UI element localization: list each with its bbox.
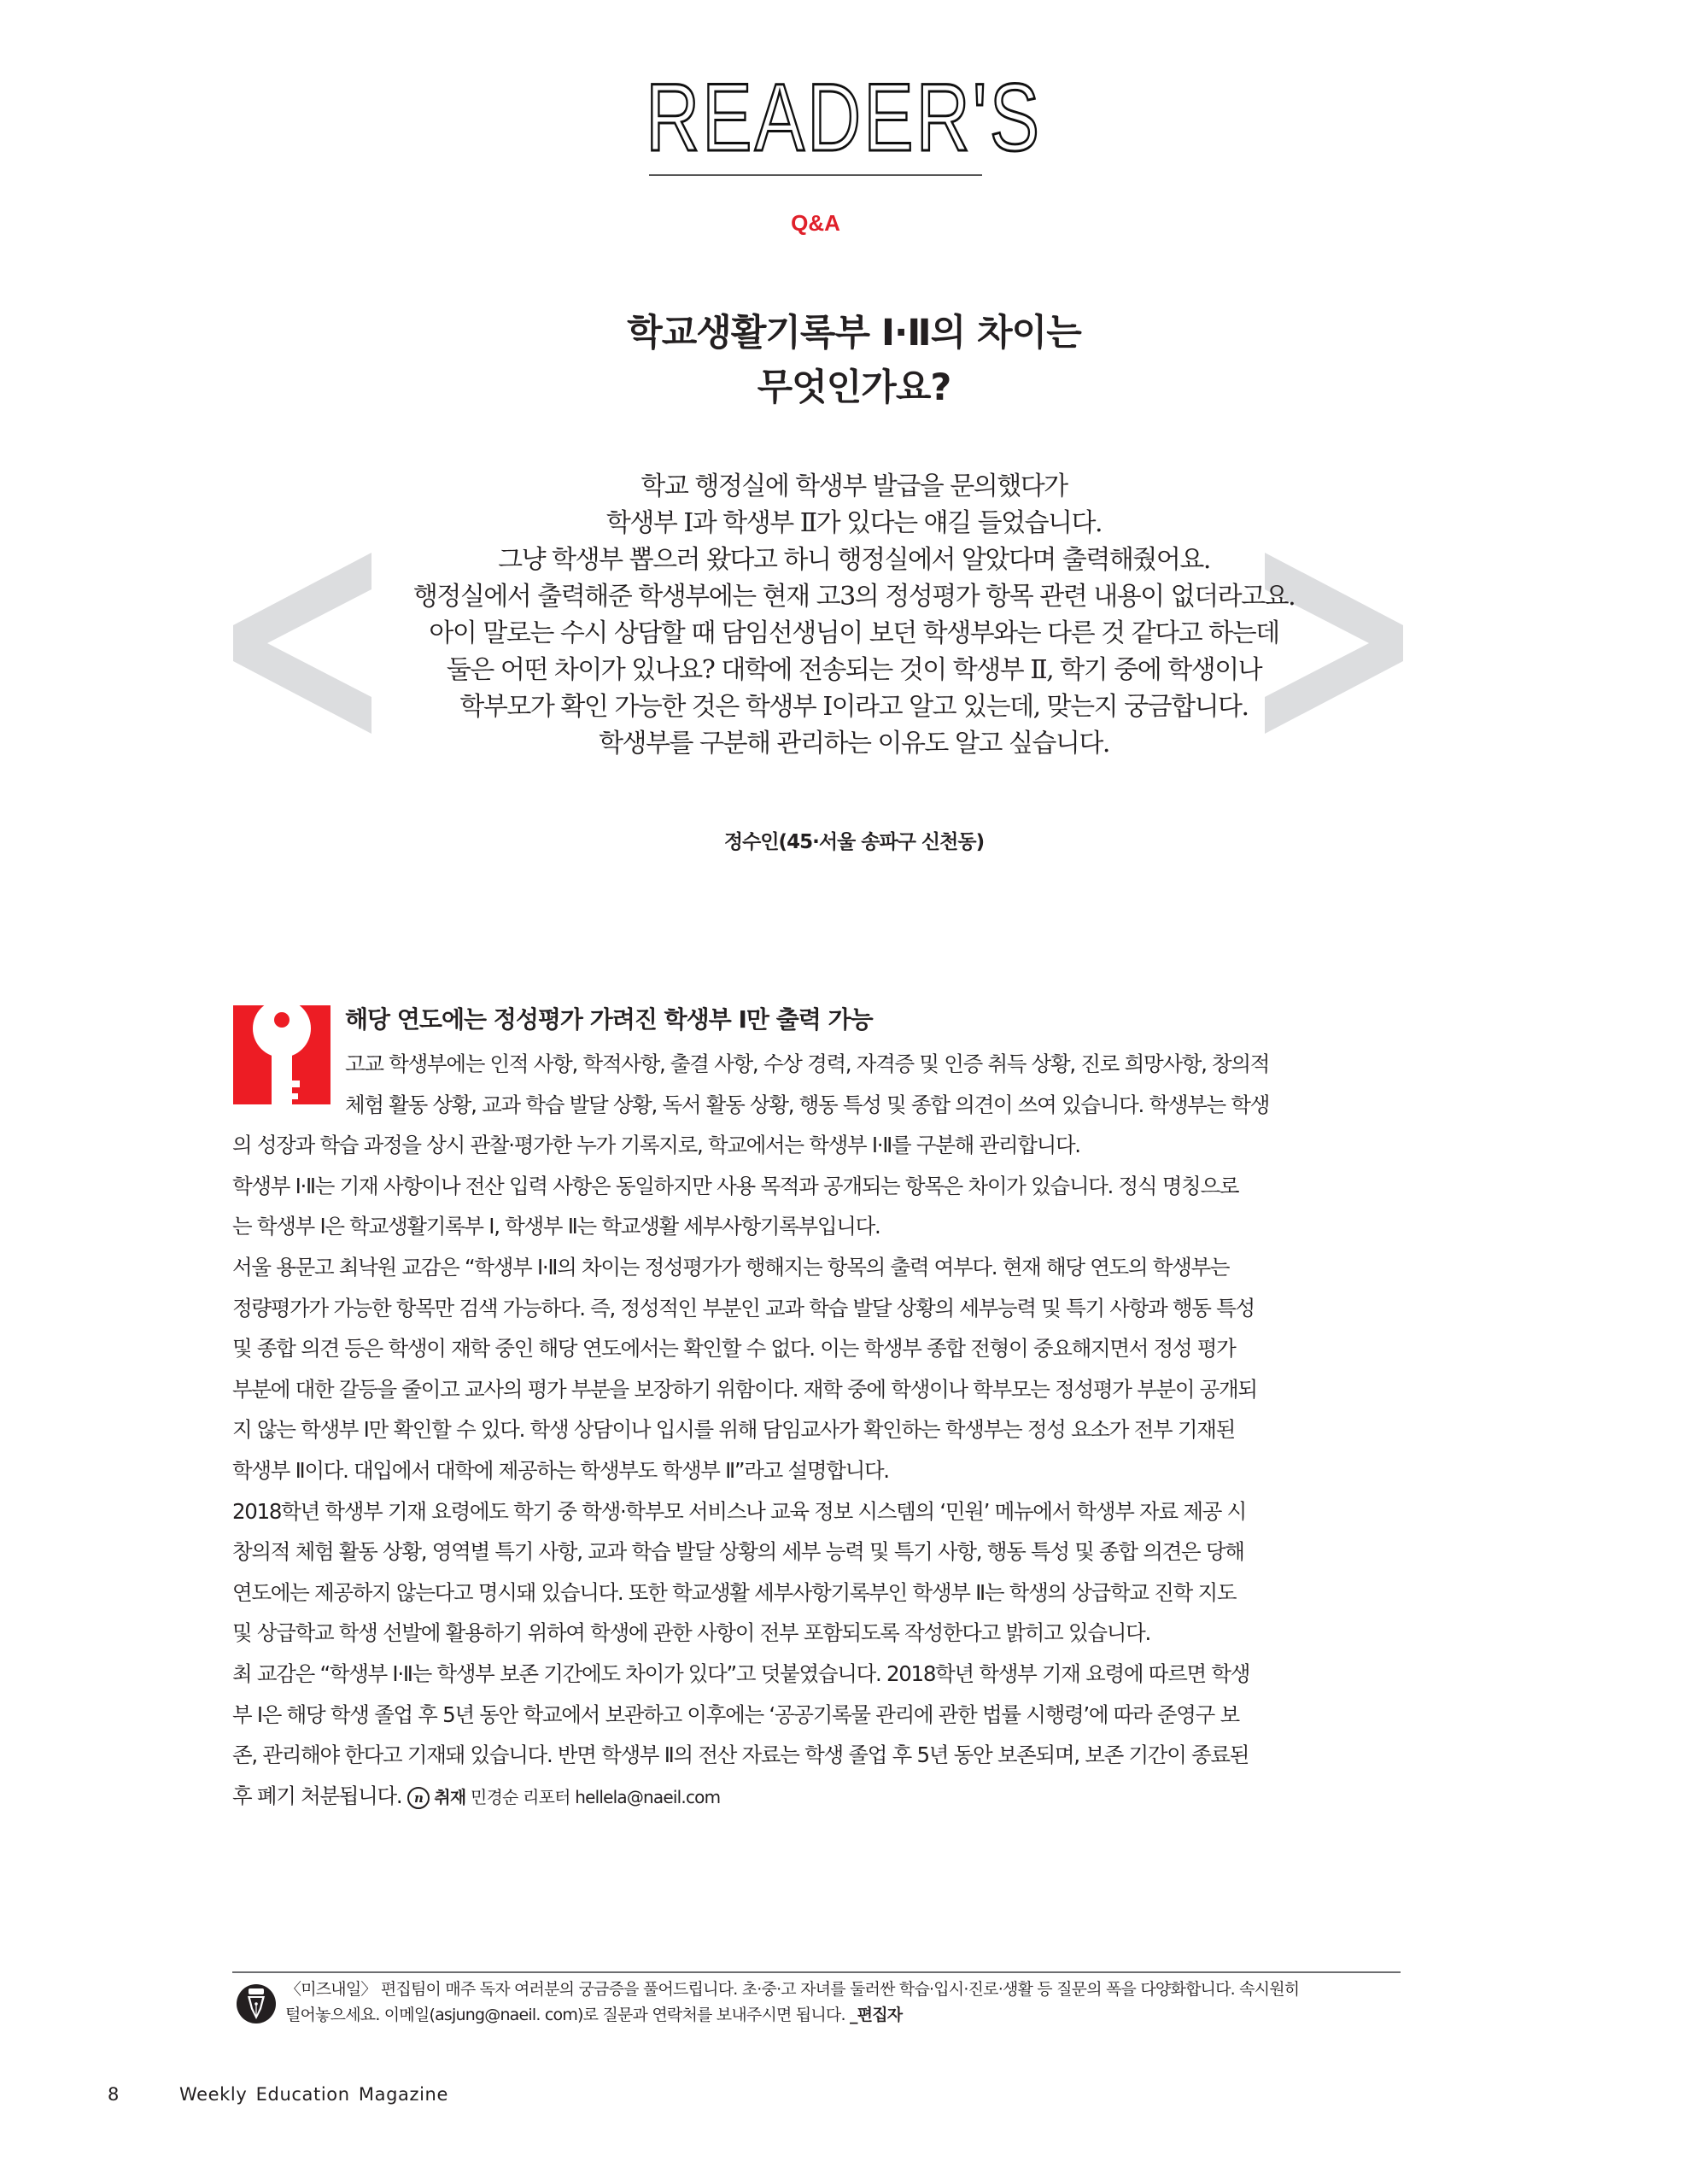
magazine-name: Weekly Education Magazine <box>179 2084 448 2105</box>
answer-line: 및 종합 의견 등은 학생이 재학 중인 해당 연도에서는 확인할 수 없다. 이는 학생부 종합 전형이 중요해지면서 정성 평가 <box>232 1336 1236 1362</box>
editor-note <box>285 1977 1413 2028</box>
question-body <box>325 468 1383 762</box>
masthead <box>646 64 1043 236</box>
masthead-divider <box>649 174 982 176</box>
question-title-line: 학교생활기록부 Ⅰ·Ⅱ의 차이는 <box>627 312 1081 354</box>
question-line: 학생부를 구분해 관리하는 이유도 알고 싶습니다. <box>599 729 1109 758</box>
answer-line: 부 Ⅰ은 해당 학생 졸업 후 5년 동안 학교에서 보관하고 이후에는 ‘공공기록물 관리에 관한 법률 시행령’에 따라 준영구 보 <box>232 1701 1239 1727</box>
answer-line: 최 교감은 “학생부 Ⅰ·Ⅱ는 학생부 보존 기간에도 차이가 있다”고 덧붙였습니다. 2018학년 학생부 기재 요령에 따르면 학생 <box>232 1660 1250 1686</box>
answer-line: 창의적 체험 활동 상황, 영역별 특기 사항, 교과 학습 발달 상황의 세부 능력 및 특기 사항, 행동 특성 및 종합 의견은 당해 <box>232 1539 1244 1565</box>
question-line: 그냥 학생부 뽑으러 왔다고 하니 행정실에서 알았다며 출력해줬어요. <box>498 545 1210 575</box>
question-line: 아이 말로는 수시 상담할 때 담임선생님이 보던 학생부와는 다른 것 같다고 하는데 <box>429 618 1279 648</box>
note-signature: _편집자 <box>849 2006 903 2024</box>
question-line: 둘은 어떤 차이가 있나요? 대학에 전송되는 것이 학생부 Ⅱ, 학기 중에 학생이나 <box>446 655 1262 685</box>
section-title: READER'S <box>646 64 1043 171</box>
section-subtitle: Q&A <box>791 210 840 236</box>
answer-line: 고교 학생부에는 인적 사항, 학적사항, 출결 사항, 수상 경력, 자격증 및 인증 취득 상황, 진로 희망사항, 창의적 <box>345 1051 1270 1076</box>
answer-line: 서울 용문고 최낙원 교감은 “학생부 Ⅰ·Ⅱ의 차이는 정성평가가 행해지는 항목의 출력 여부다. 현재 해당 연도의 학생부는 <box>232 1254 1230 1280</box>
answer-line: 학생부 Ⅱ이다. 대입에서 대학에 제공하는 학생부도 학생부 Ⅱ”라고 설명합니다. <box>232 1457 889 1483</box>
page-number: 8 <box>108 2084 120 2105</box>
note-line-text: 털어놓으세요. 이메일(asjung@naeil. com)로 질문과 연락처를 보내주시면 됩니다. <box>285 2006 850 2024</box>
byline-reporter: 민경순 리포터 hellela@naeil.com <box>471 1786 721 1807</box>
question-line: 행정실에서 출력해준 학생부에는 현재 고3의 정성평가 항목 관련 내용이 없더라고요. <box>412 582 1296 612</box>
answer-line: 연도에는 제공하지 않는다고 명시돼 있습니다. 또한 학교생활 세부사항기록부인 학생부 Ⅱ는 학생의 상급학교 진학 지도 <box>232 1579 1237 1605</box>
answer-heading: 해당 연도에는 정성평가 가려진 학생부 Ⅰ만 출력 가능 <box>345 1005 873 1034</box>
question-line: 학부모가 확인 가능한 것은 학생부 Ⅰ이라고 알고 있는데, 맞는지 궁금합니다. <box>459 692 1249 722</box>
fountain-pen-icon <box>236 1983 277 2024</box>
answer-line: 는 학생부 Ⅰ은 학교생활기록부 Ⅰ, 학생부 Ⅱ는 학교생활 세부사항기록부입니다. <box>232 1214 880 1239</box>
answer-line: 존, 관리해야 한다고 기재돼 있습니다. 반면 학생부 Ⅱ의 전산 자료는 학생 졸업 후 5년 동안 보존되며, 보존 기간이 종료된 <box>232 1742 1249 1768</box>
question-line: 학교 행정실에 학생부 발급을 문의했다가 <box>640 471 1068 501</box>
note-line: 〈미즈내일〉 편집팀이 매주 독자 여러분의 궁금증을 풀어드립니다. 초·중·고 자녀를 둘러싼 학습·입시·진로·생활 등 질문의 폭을 다양화합니다. 속시원히 <box>285 1980 1300 1999</box>
answer-line: 2018학년 학생부 기재 요령에도 학기 중 학생·학부모 서비스나 교육 정보 시스템의 ‘민원’ 메뉴에서 학생부 자료 제공 시 <box>232 1498 1246 1524</box>
answer-line: 학생부 Ⅰ·Ⅱ는 기재 사항이나 전산 입력 사항은 동일하지만 사용 목적과 공개되는 항목은 차이가 있습니다. 정식 명칭으로 <box>232 1173 1239 1198</box>
byline-label: 취재 <box>434 1786 466 1807</box>
answer-last-line <box>232 1776 1402 1817</box>
note-line <box>285 2002 1413 2028</box>
byline <box>401 1787 720 1807</box>
naeil-logo-icon <box>407 1786 430 1810</box>
answer-line: 지 않는 학생부 Ⅰ만 확인할 수 있다. 학생 상담이나 입시를 위해 담임교사가 확인하는 학생부는 정성 요소가 전부 기재된 <box>232 1417 1235 1443</box>
answer-line: 및 상급학교 학생 선발에 활용하기 위하여 학생에 관한 사항이 전부 포함되도록 작성한다고 밝히고 있습니다. <box>232 1620 1150 1646</box>
answer-line: 정량평가가 가능한 항목만 검색 가능하다. 즉, 정성적인 부분인 교과 학습 발달 상황의 세부능력 및 특기 사항과 행동 특성 <box>232 1295 1255 1321</box>
answer-line: 부분에 대한 갈등을 줄이고 교사의 평가 부분을 보장하기 위함이다. 재학 중에 학생이나 학부모는 정성평가 부분이 공개되 <box>232 1376 1257 1402</box>
question-line: 학생부 Ⅰ과 학생부 Ⅱ가 있다는 얘길 들었습니다. <box>605 508 1103 538</box>
answer-line: 체험 활동 상황, 교과 학습 발달 상황, 독서 활동 상황, 행동 특성 및 종합 의견이 쓰여 있습니다. 학생부는 학생 <box>345 1092 1270 1117</box>
answer-line: 의 성장과 학습 과정을 상시 관찰·평가한 누가 기록지로, 학교에서는 학생부 Ⅰ·Ⅱ를 구분해 관리합니다. <box>232 1133 1080 1158</box>
question-author: 정수인(45·서울 송파구 신천동) <box>723 831 985 853</box>
svg-text:n: n <box>414 1790 424 1807</box>
answer-body <box>232 1044 1402 1816</box>
question-title-line: 무엇인가요? <box>757 366 951 409</box>
question-title <box>427 306 1281 415</box>
answer-line: 후 폐기 처분됩니다. <box>232 1783 402 1808</box>
note-divider <box>232 1971 1401 1973</box>
